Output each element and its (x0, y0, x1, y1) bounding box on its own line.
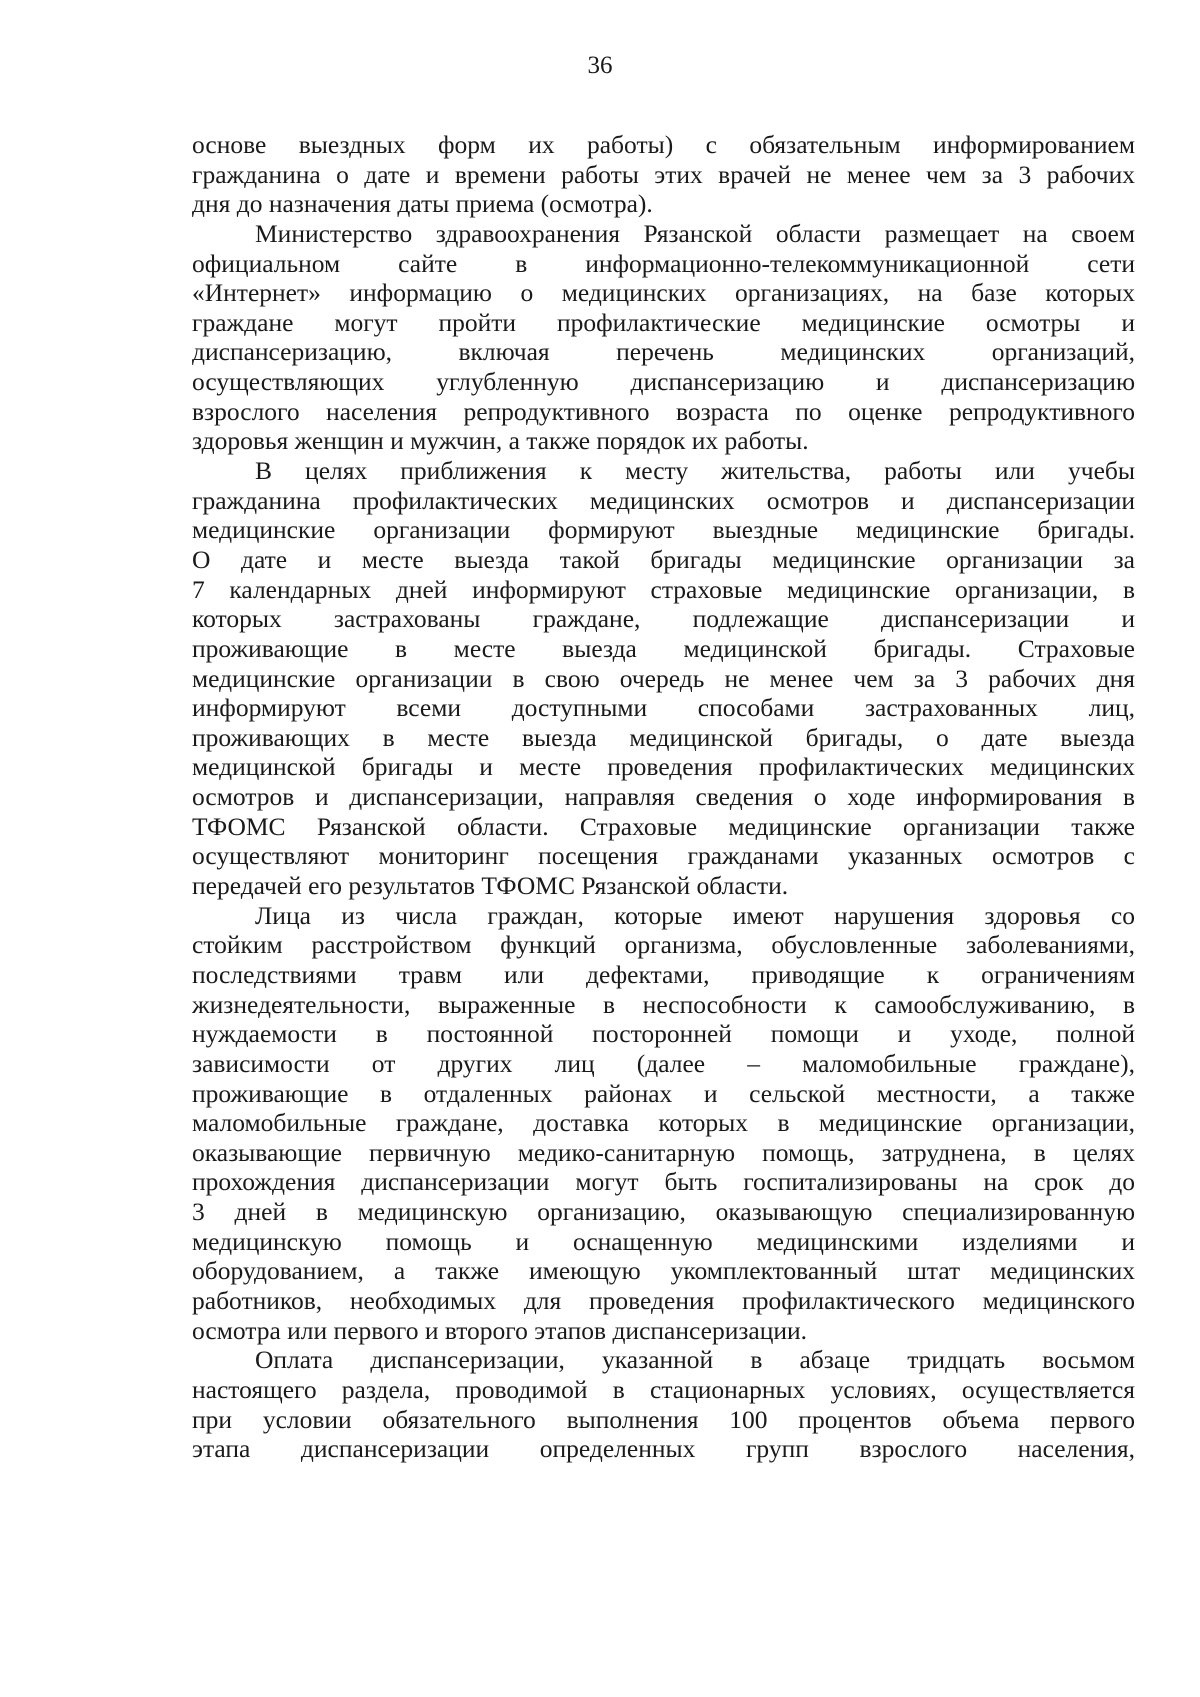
page-number: 36 (587, 52, 613, 79)
text-line: маломобильные граждане, доставка которых в медицинские организации, (192, 1108, 1135, 1138)
paragraph (192, 456, 1135, 901)
text-line: 3 дней в медицинскую организацию, оказывающую специализированную (192, 1197, 1135, 1227)
text-line: осмотра или первого и второго этапов диспансеризации. (192, 1315, 808, 1345)
text-line: основе выездных форм их работы) с обязательным информированием (192, 130, 1135, 159)
text-line: гражданина профилактических медицинских осмотров и диспансеризации (192, 485, 1135, 515)
text-line: этапа диспансеризации определенных групп взрослого населения, (192, 1434, 1135, 1464)
text-line: работников, необходимых для проведения профилактического медицинского (192, 1285, 1135, 1315)
document-body (192, 130, 1135, 1464)
text-line: информируют всеми доступными способами застрахованных лиц, (192, 693, 1135, 723)
text-line: Министерство здравоохранения Рязанской области размещает на своем (255, 218, 1135, 248)
text-line: здоровья женщин и мужчин, а также порядок их работы. (192, 426, 809, 456)
text-line: зависимости от других лиц (далее – маломобильные граждане), (192, 1048, 1135, 1078)
text-line: «Интернет» информацию о медицинских организациях, на базе которых (192, 278, 1135, 308)
text-line: Лица из числа граждан, которые имеют нарушения здоровья со (255, 900, 1135, 930)
text-line: медицинской бригады и месте проведения профилактических медицинских (192, 752, 1135, 782)
text-line: оборудованием, а также имеющую укомплектованный штат медицинских (192, 1256, 1135, 1286)
text-line: осуществляют мониторинг посещения гражданами указанных осмотров с (192, 841, 1135, 871)
text-line: проживающие в отдаленных районах и сельской местности, а также (192, 1078, 1135, 1108)
text-line: при условии обязательного выполнения 100 процентов объема первого (192, 1404, 1135, 1434)
paragraph (192, 1345, 1135, 1464)
text-line: проживающие в месте выезда медицинской бригады. Страховые (192, 633, 1135, 663)
text-line: которых застрахованы граждане, подлежащие диспансеризации и (192, 604, 1135, 634)
text-line: гражданина о дате и времени работы этих врачей не менее чем за 3 рабочих (192, 159, 1135, 189)
paragraph (192, 219, 1135, 456)
text-line: ТФОМС Рязанской области. Страховые медицинские организации также (192, 811, 1135, 841)
text-line: медицинские организации формируют выездные медицинские бригады. (192, 515, 1135, 545)
text-line: О дате и месте выезда такой бригады медицинские организации за (192, 544, 1135, 574)
text-line: осмотров и диспансеризации, направляя сведения о ходе информирования в (192, 782, 1135, 812)
text-line: последствиями травм или дефектами, приводящие к ограничениям (192, 959, 1135, 989)
text-line: передачей его результатов ТФОМС Рязанской области. (192, 871, 789, 901)
text-line: осуществляющих углубленную диспансеризацию и диспансеризацию (192, 367, 1135, 397)
text-line: медицинскую помощь и оснащенную медицинскими изделиями и (192, 1226, 1135, 1256)
text-line: В целях приближения к месту жительства, работы или учебы (255, 456, 1135, 486)
paragraph (192, 901, 1135, 1346)
text-line: медицинские организации в свою очередь не менее чем за 3 рабочих дня (192, 663, 1135, 693)
text-line: стойким расстройством функций организма, обусловленные заболеваниями, (192, 930, 1135, 960)
text-line: 7 календарных дней информируют страховые медицинские организации, в (192, 574, 1135, 604)
text-line: дня до назначения даты приема (осмотра). (192, 189, 653, 219)
paragraph (192, 130, 1135, 219)
text-line: граждане могут пройти профилактические медицинские осмотры и (192, 307, 1135, 337)
text-line: взрослого населения репродуктивного возраста по оценке репродуктивного (192, 396, 1135, 426)
text-line: Оплата диспансеризации, указанной в абзаце тридцать восьмом (255, 1345, 1135, 1375)
text-line: официальном сайте в информационно-телекоммуникационной сети (192, 248, 1135, 278)
text-line: жизнедеятельности, выраженные в неспособности к самообслуживанию, в (192, 989, 1135, 1019)
text-line: диспансеризацию, включая перечень медицинских организаций, (192, 337, 1135, 367)
text-line: нуждаемости в постоянной посторонней помощи и уходе, полной (192, 1019, 1135, 1049)
text-line: проживающих в месте выезда медицинской бригады, о дате выезда (192, 722, 1135, 752)
text-line: настоящего раздела, проводимой в стационарных условиях, осуществляется (192, 1374, 1135, 1404)
text-line: прохождения диспансеризации могут быть госпитализированы на срок до (192, 1167, 1135, 1197)
text-line: оказывающие первичную медико-санитарную помощь, затруднена, в целях (192, 1137, 1135, 1167)
